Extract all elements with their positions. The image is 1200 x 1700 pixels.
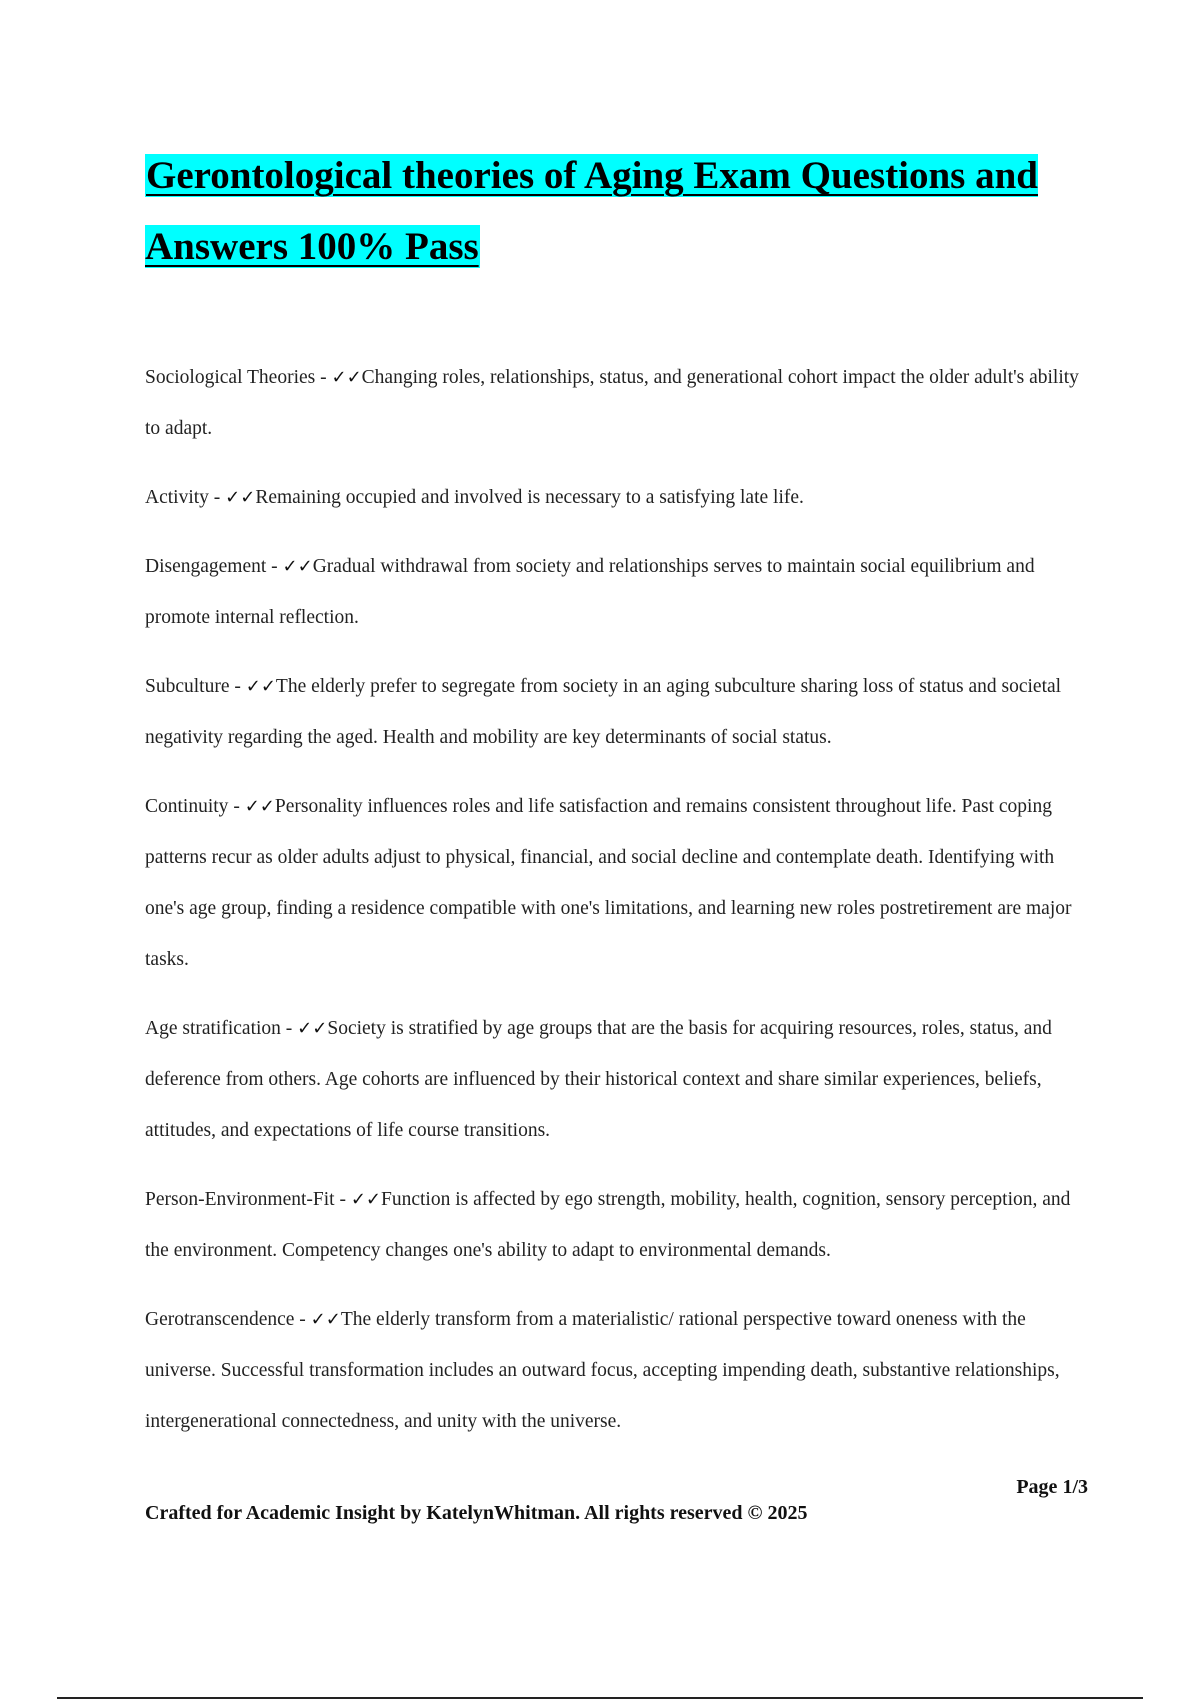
- entry-separator: -: [280, 1018, 298, 1039]
- entry-term: Gerotranscendence: [145, 1309, 295, 1330]
- double-check-icon: ✓✓: [245, 676, 276, 697]
- entry-term: Person-Environment-Fit: [145, 1189, 335, 1210]
- entry-term: Activity: [145, 487, 209, 508]
- entry-separator: -: [334, 1189, 351, 1210]
- double-check-icon: ✓✓: [350, 1189, 381, 1210]
- qa-entry: [145, 541, 1095, 643]
- entry-separator: -: [229, 676, 246, 697]
- double-check-icon: ✓✓: [297, 1018, 328, 1039]
- entry-term: Age stratification: [145, 1018, 281, 1039]
- qa-entry: [145, 472, 1095, 523]
- double-check-icon: ✓✓: [225, 487, 256, 508]
- entry-definition: Remaining occupied and involved is necessary to a satisfying late life.: [255, 487, 804, 508]
- entry-separator: -: [315, 367, 332, 388]
- qa-entry: [145, 1294, 1095, 1447]
- entry-term: Disengagement: [145, 556, 267, 577]
- document-title: [145, 140, 1075, 282]
- qa-entry: [145, 781, 1095, 985]
- entry-definition: The elderly transform from a materialistic/ rational perspective toward oneness with the universe. Successful transformation includes an outward focus, accepting impending death, substantive relationships, intergenerational connectedness, and unity with the universe.: [145, 1309, 1060, 1432]
- double-check-icon: ✓✓: [282, 556, 313, 577]
- entry-definition: Personality influences roles and life satisfaction and remains consistent throughout life. Past coping patterns recur as older adults adjust to physical, financial, and social decline and contemplate death. Identifying with one's age group, finding a residence compatible with one's limitations, and learning new roles postretirement are major tasks.: [145, 796, 1072, 970]
- qa-entry: [145, 1003, 1095, 1156]
- entry-definition: Gradual withdrawal from society and relationships serves to maintain social equilibrium and promote internal reflection.: [145, 556, 1035, 628]
- entry-separator: -: [294, 1309, 311, 1330]
- entry-separator: -: [208, 487, 226, 508]
- entry-separator: -: [228, 796, 245, 817]
- entry-definition: Society is stratified by age groups that are the basis for acquiring resources, roles, status, and deference from others. Age cohorts are influenced by their historical context and share similar experiences, beliefs, attitudes, and expectations of life course transitions.: [145, 1018, 1052, 1141]
- double-check-icon: ✓✓: [331, 367, 362, 388]
- title-block: [145, 140, 1075, 282]
- entry-definition: Changing roles, relationships, status, and generational cohort impact the older adult's ability to adapt.: [145, 367, 1079, 439]
- entry-term: Continuity: [145, 796, 229, 817]
- page-number: Page 1/3: [1016, 1476, 1088, 1498]
- double-check-icon: ✓✓: [244, 796, 275, 817]
- qa-list: [145, 352, 1095, 1465]
- bottom-divider: [57, 1697, 1143, 1699]
- entry-term: Subculture: [145, 676, 230, 697]
- document-title-text: Gerontological theories of Aging Exam Questions and Answers 100% Pass: [145, 154, 1038, 268]
- entry-definition: The elderly prefer to segregate from society in an aging subculture sharing loss of status and societal negativity regarding the aged. Health and mobility are key determinants of social status.: [145, 676, 1062, 748]
- entry-definition: Function is affected by ego strength, mobility, health, cognition, sensory perception, and the environment. Competency changes one's ability to adapt to environmental demands.: [145, 1189, 1071, 1261]
- footer-credit: Crafted for Academic Insight by KatelynWhitman. All rights reserved © 2025: [145, 1502, 808, 1524]
- double-check-icon: ✓✓: [310, 1309, 341, 1330]
- entry-separator: -: [266, 556, 283, 577]
- entry-term: Sociological Theories: [145, 367, 316, 388]
- qa-entry: [145, 1174, 1095, 1276]
- qa-entry: [145, 661, 1095, 763]
- qa-entry: [145, 352, 1095, 454]
